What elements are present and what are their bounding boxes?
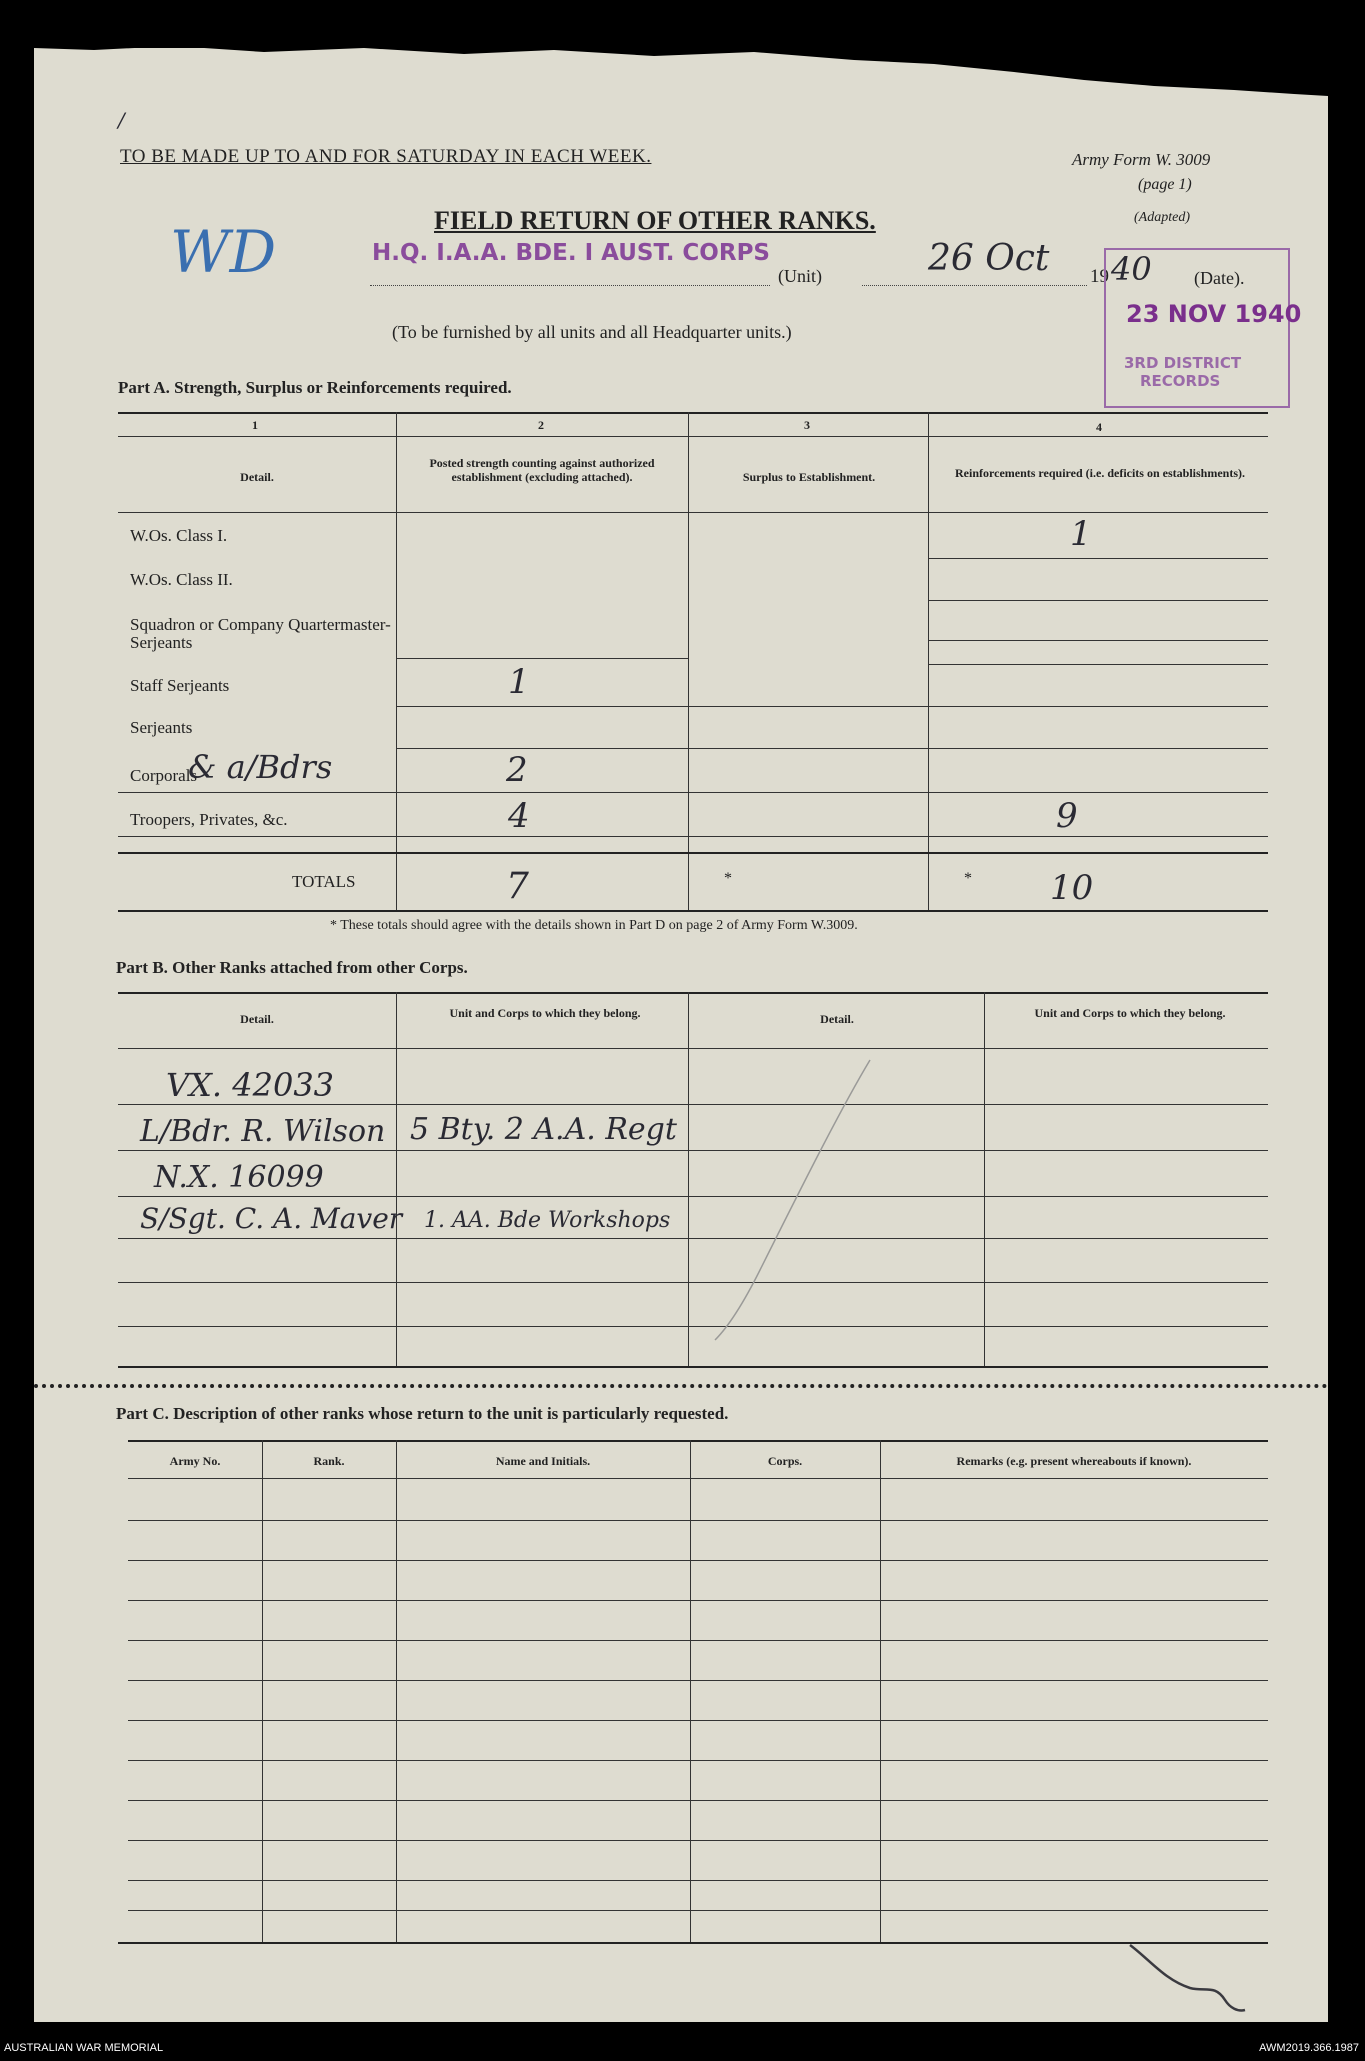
c-col-header: Rank. bbox=[313, 1454, 345, 1468]
row-detail: Corporals bbox=[130, 766, 198, 785]
row-detail: Squadron or Company Quartermaster-Serjeants bbox=[130, 615, 391, 652]
col-header-reinforcements: Reinforcements required (i.e. deficits on establishments). bbox=[955, 466, 1245, 480]
ink-scribble bbox=[1120, 1940, 1250, 2020]
c-col-header: Corps. bbox=[767, 1454, 803, 1468]
b-col-header: Detail. bbox=[820, 1012, 854, 1026]
part-a-heading: Part A. Strength, Surplus or Reinforcements required. bbox=[118, 378, 512, 397]
corner-mark: / bbox=[118, 108, 125, 132]
form-title: FIELD RETURN OF OTHER RANKS. bbox=[434, 206, 876, 235]
col-number-4: 4 bbox=[1096, 420, 1102, 434]
wd-annotation: WD bbox=[170, 218, 277, 286]
col-header-surplus: Surplus to Establishment. bbox=[742, 470, 876, 484]
c-col-header: Remarks (e.g. present whereabouts if known). bbox=[956, 1454, 1192, 1468]
pencil-stroke bbox=[690, 1050, 890, 1350]
perforation-line bbox=[34, 1384, 1328, 1388]
row-detail: W.Os. Class I. bbox=[130, 526, 228, 545]
col-header-detail: Detail. bbox=[240, 470, 274, 484]
instruction-text: TO BE MADE UP TO AND FOR SATURDAY IN EACH WEEK. bbox=[120, 146, 652, 167]
col-number-2: 2 bbox=[538, 418, 544, 432]
footer-credit: AUSTRALIAN WAR MEMORIAL bbox=[4, 2042, 164, 2054]
row-reinforcements: 1 bbox=[1070, 514, 1092, 554]
stamp-line1: 3RD DISTRICT bbox=[1124, 354, 1242, 372]
stamp-date: 23 NOV 1940 bbox=[1126, 300, 1302, 328]
col-number-3: 3 bbox=[804, 418, 810, 432]
b-col-header: Unit and Corps to which they belong. bbox=[1034, 1006, 1226, 1020]
row-posted: 1 bbox=[508, 662, 530, 702]
b-entry-detail: S/Sgt. C. A. Maver bbox=[140, 1202, 403, 1235]
row-posted: 2 bbox=[506, 750, 528, 790]
c-col-header: Army No. bbox=[169, 1454, 221, 1468]
form-number: Army Form W. 3009 bbox=[1072, 150, 1211, 169]
date-handwritten: 26 Oct bbox=[928, 238, 1050, 279]
totals-reinforcements: 10 bbox=[1050, 868, 1094, 908]
c-col-header: Name and Initials. bbox=[495, 1454, 591, 1468]
date-label: (Date). bbox=[1194, 268, 1245, 288]
row-detail: W.Os. Class II. bbox=[130, 570, 233, 589]
b-entry-unit: 1. AA. Bde Workshops bbox=[424, 1208, 671, 1233]
b-col-header: Unit and Corps to which they belong. bbox=[449, 1006, 641, 1020]
b-col-header: Detail. bbox=[240, 1012, 274, 1026]
part-b-heading: Part B. Other Ranks attached from other Corps. bbox=[116, 958, 468, 977]
part-c-heading: Part C. Description of other ranks whose return to the unit is particularly requested. bbox=[116, 1404, 729, 1423]
footer-accession: AWM2019.366.1987 bbox=[1259, 2042, 1359, 2054]
row-posted: 4 bbox=[508, 796, 530, 836]
col-header-posted: Posted strength counting against authorized establishment (excluding attached). bbox=[429, 456, 655, 484]
year-prefix: 19 bbox=[1090, 266, 1109, 287]
row-detail: Troopers, Privates, &c. bbox=[130, 810, 288, 829]
b-entry-detail: N.X. 16099 bbox=[154, 1160, 324, 1195]
adapted-label: (Adapted) bbox=[1134, 210, 1190, 225]
b-entry-unit: 5 Bty. 2 A.A. Regt bbox=[410, 1112, 677, 1147]
totals-surplus: * bbox=[724, 870, 732, 887]
totals-posted: 7 bbox=[506, 866, 529, 907]
unit-label: (Unit) bbox=[778, 266, 822, 286]
unit-stamp: H.Q. I.A.A. BDE. I AUST. CORPS bbox=[372, 240, 770, 266]
row-detail: Staff Serjeants bbox=[130, 676, 230, 695]
row-detail: Serjeants bbox=[130, 718, 193, 737]
col-number-1: 1 bbox=[252, 418, 258, 432]
torn-top-edge bbox=[34, 30, 1328, 100]
row-annotation: & a/Bdrs bbox=[188, 748, 333, 786]
totals-reinf-mark: * bbox=[964, 870, 972, 887]
totals-label: TOTALS bbox=[292, 872, 356, 891]
stamp-line2: RECORDS bbox=[1140, 372, 1221, 390]
year-handwritten: 40 bbox=[1111, 250, 1152, 288]
b-entry-detail: L/Bdr. R. Wilson bbox=[140, 1114, 386, 1149]
part-a-footnote: * These totals should agree with the details shown in Part D on page 2 of Army Form W.3009. bbox=[330, 918, 858, 933]
received-stamp bbox=[1104, 248, 1302, 408]
row-reinforcements: 9 bbox=[1056, 796, 1078, 836]
b-entry-detail: VX. 42033 bbox=[166, 1066, 335, 1104]
form-subtitle: (To be furnished by all units and all Headquarter units.) bbox=[392, 322, 792, 342]
page-number: (page 1) bbox=[1138, 176, 1192, 193]
